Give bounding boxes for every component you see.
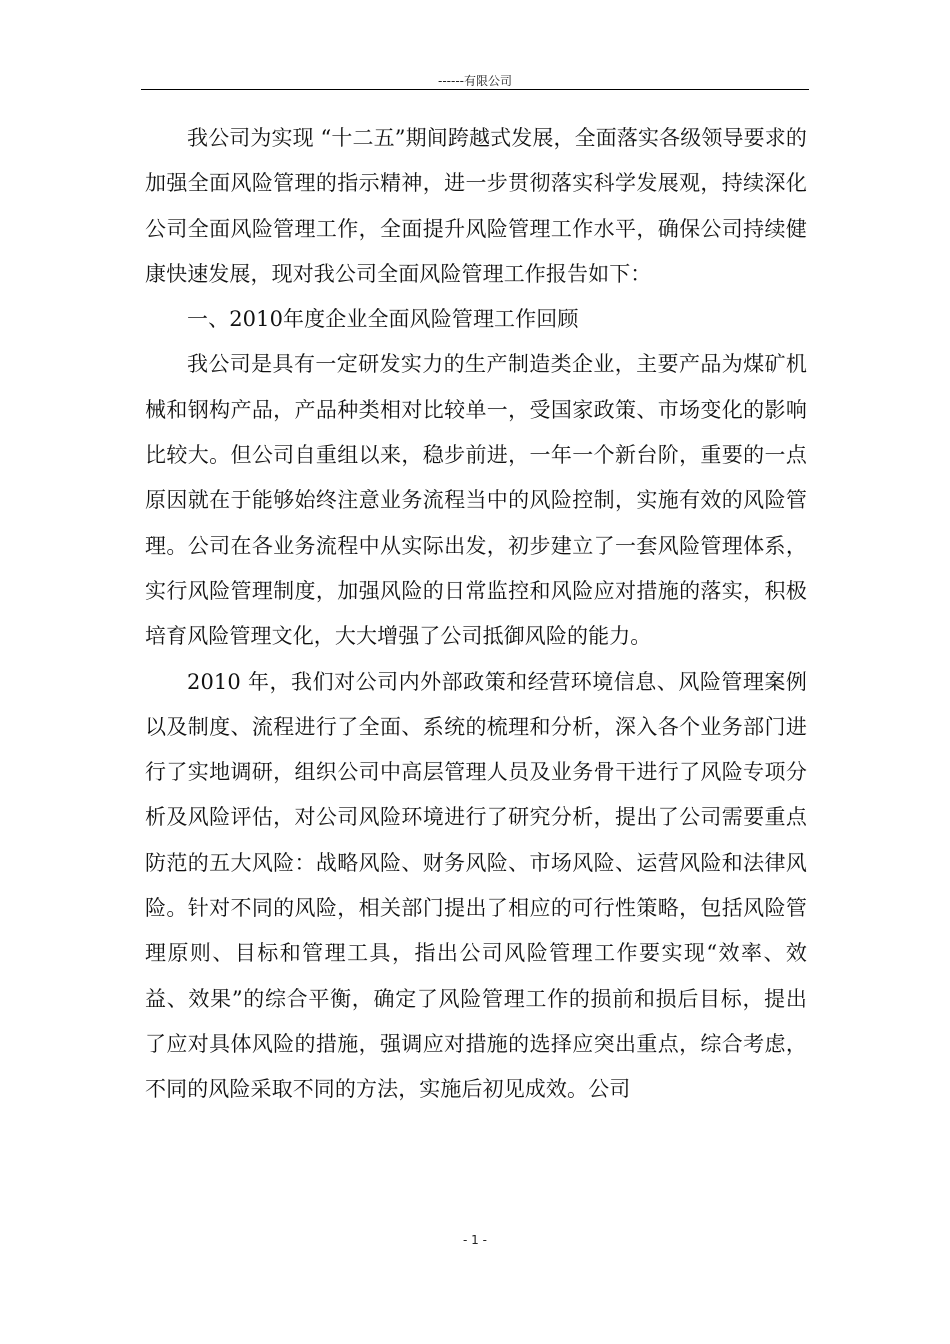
intro-paragraph: 我公司为实现 “十二五”期间跨越式发展，全面落实各级领导要求的加强全面风险管理的指示精神，进一步贯彻落实科学发展观，持续深化公司全面风险管理工作，全面提升风险管理工作水平，确保公司持续健康快速发展，现对我公司全面风险管理工作报告如下： (145, 126, 807, 286)
page-number: - 1 - (463, 1233, 487, 1247)
header-company-name: ------有限公司 (438, 74, 512, 88)
page-footer (0, 1233, 950, 1247)
document-body (145, 116, 807, 1113)
section-heading: 一、2010年度企业全面风险管理工作回顾 (187, 307, 579, 332)
header-divider (141, 89, 809, 90)
body-paragraph: 我公司是具有一定研发实力的生产制造类企业，主要产品为煤矿机械和钢构产品，产品种类相对比较单一，受国家政策、市场变化的影响比较大。但公司自重组以来，稳步前进，一年一个新台阶，重要的一点原因就在于能够始终注意业务流程当中的风险控制，实施有效的风险管理。公司在各业务流程中从实际出发，初步建立了一套风险管理体系，实行风险管理制度，加强风险的日常监控和风险应对措施的落实，积极培育风险管理文化，大大增强了公司抵御风险的能力。 (145, 352, 807, 649)
body-paragraph: 2010 年，我们对公司内外部政策和经营环境信息、风险管理案例以及制度、流程进行了全面、系统的梳理和分析，深入各个业务部门进行了实地调研，组织公司中高层管理人员及业务骨干进行了风险专项分析及风险评估，对公司风险环境进行了研究分析，提出了公司需要重点防范的五大风险：战略风险、财务风险、市场风险、运营风险和法律风险。针对不同的风险，相关部门提出了相应的可行性策略，包括风险管理原则、目标和管理工具，指出公司风险管理工作要实现“效率、效益、效果”的综合平衡，确定了风险管理工作的损前和损后目标，提出了应对具体风险的措施，强调应对措施的选择应突出重点，综合考虑，不同的风险采取不同的方法，实施后初见成效。公司 (145, 669, 807, 1102)
